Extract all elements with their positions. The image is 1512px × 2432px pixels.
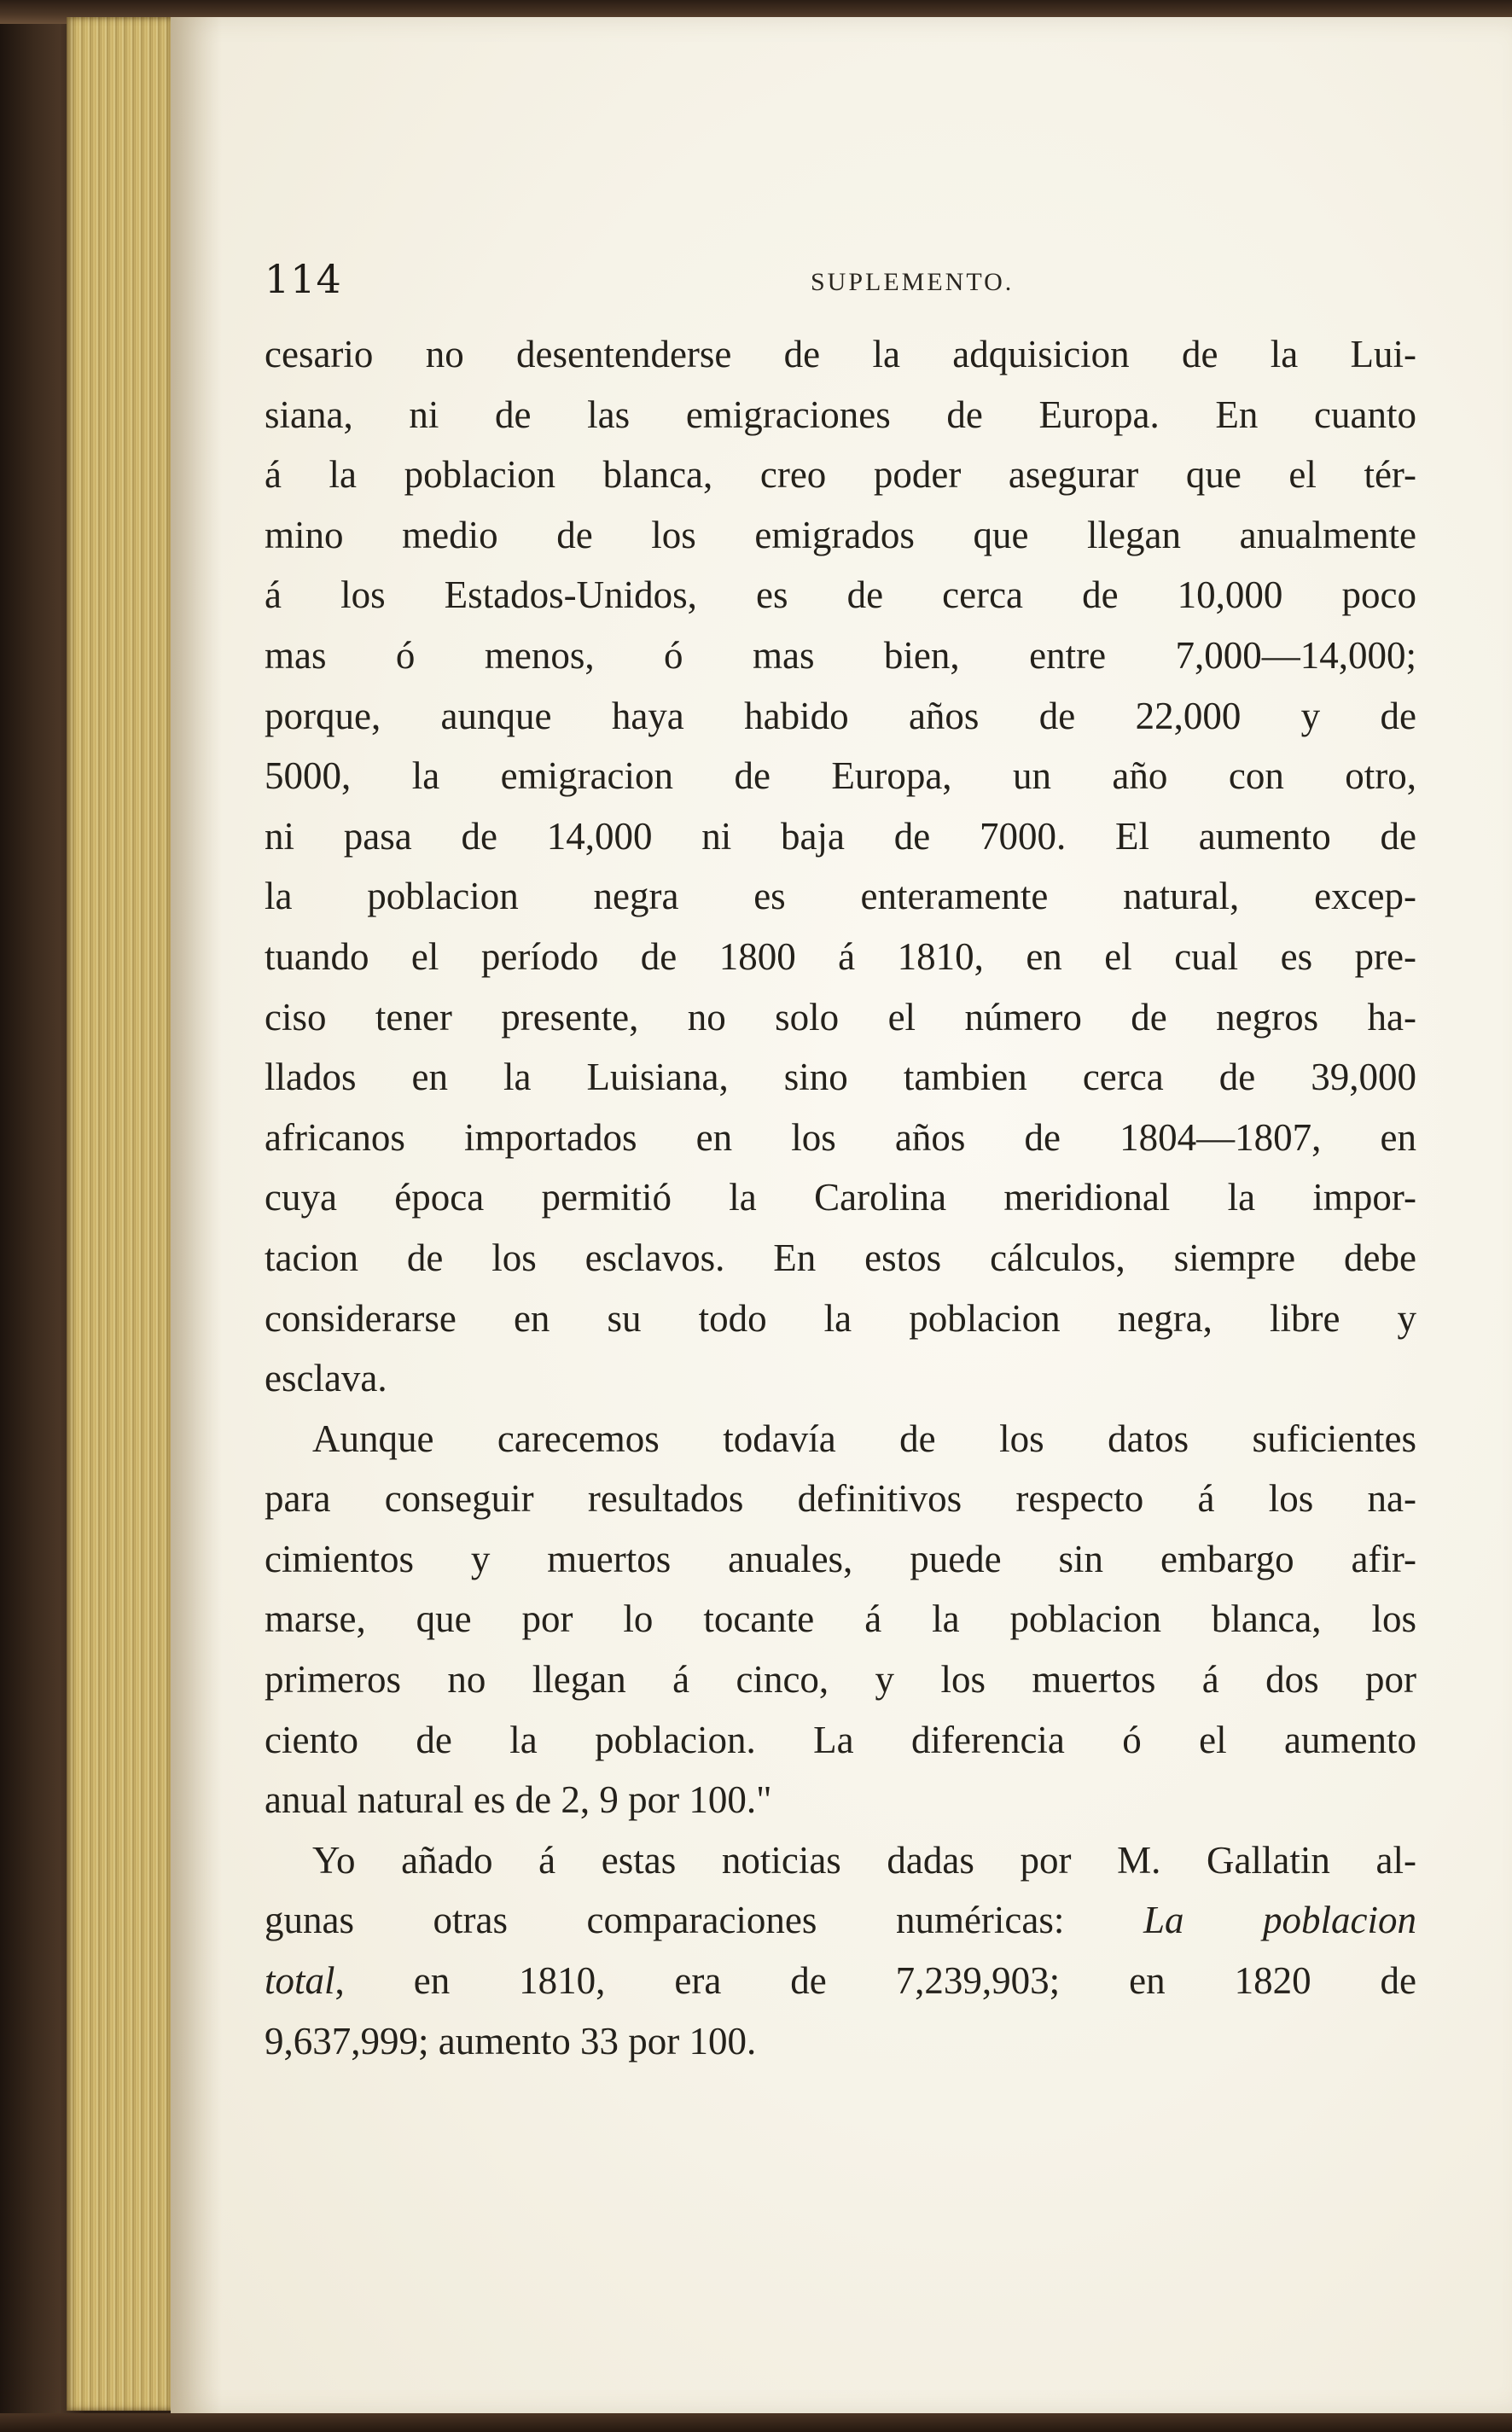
book-cover-bottom-edge xyxy=(0,2413,1512,2432)
text-line: tacion de los esclavos. En estos cálculos, siempre debe xyxy=(265,1236,1416,1279)
text-line: mino medio de los emigrados que llegan anualmente xyxy=(265,513,1416,556)
text-line: para conseguir resultados definitivos respecto á los na- xyxy=(265,1477,1416,1521)
italic-text-span: La poblacion xyxy=(1143,1899,1416,1942)
text-line: mas ó menos, ó mas bien, entre 7,000—14,000; xyxy=(265,633,1416,677)
text-line: primeros no llegan á cinco, y los muertos á dos por xyxy=(265,1658,1416,1702)
text-line: ciso tener presente, no solo el número de negros ha- xyxy=(265,995,1416,1039)
text-line: la poblacion negra es enteramente natural, excep- xyxy=(265,875,1416,918)
running-head: SUPLEMENTO. xyxy=(811,268,1015,296)
text-line: africanos importados en los años de 1804—1807, en xyxy=(265,1115,1416,1159)
body-text xyxy=(265,324,1416,2071)
text-line: Yo añado á estas noticias dadas por M. Gallatin al- xyxy=(312,1838,1416,1882)
text-line: á los Estados-Unidos, es de cerca de 10,000 poco xyxy=(265,573,1416,617)
text-line: anual natural es de 2, 9 por 100." xyxy=(265,1778,772,1822)
text-line: Aunque carecemos todavía de los datos suficientes xyxy=(312,1417,1416,1460)
gilt-page-edges xyxy=(67,17,177,2411)
text-span: , en 1810, era de 7,239,903; en 1820 de xyxy=(334,1959,1416,2003)
text-line: cuya época permitió la Carolina meridional la impor- xyxy=(265,1176,1416,1219)
text-line: 9,637,999; aumento 33 por 100. xyxy=(265,2019,757,2063)
text-line: considerarse en su todo la poblacion negra, libre y xyxy=(265,1296,1416,1340)
text-line: cesario no desentenderse de la adquisicion de la Lui- xyxy=(265,333,1416,375)
text-line: tuando el período de 1800 á 1810, en el cual es pre- xyxy=(265,934,1416,978)
text-line: siana, ni de las emigraciones de Europa. En cuanto xyxy=(265,393,1416,436)
page-header xyxy=(265,256,1416,307)
text-line: ciento de la poblacion. La diferencia ó el aumento xyxy=(265,1718,1416,1761)
text-line: á la poblacion blanca, creo poder asegurar que el tér- xyxy=(265,453,1416,497)
text-span: gunas otras comparaciones numéricas: xyxy=(265,1899,1143,1942)
text-line: cimientos y muertos anuales, puede sin embargo afir- xyxy=(265,1537,1416,1580)
text-line: llados en la Luisiana, sino tambien cerca de 39,000 xyxy=(265,1056,1416,1099)
text-line xyxy=(265,1890,1416,1951)
text-line: porque, aunque haya habido años de 22,000 y de xyxy=(265,694,1416,737)
text-line: esclava. xyxy=(265,1357,387,1400)
text-line: marse, que por lo tocante á la poblacion blanca, los xyxy=(265,1597,1416,1641)
text-line: ni pasa de 14,000 ni baja de 7000. El aumento de xyxy=(265,814,1416,858)
text-line xyxy=(265,1951,1416,2011)
gutter-shadow xyxy=(171,17,222,2415)
italic-text-span: total xyxy=(265,1959,335,2003)
text-line: 5000, la emigracion de Europa, un año con otro, xyxy=(265,754,1416,798)
page-number: 114 xyxy=(265,256,342,302)
